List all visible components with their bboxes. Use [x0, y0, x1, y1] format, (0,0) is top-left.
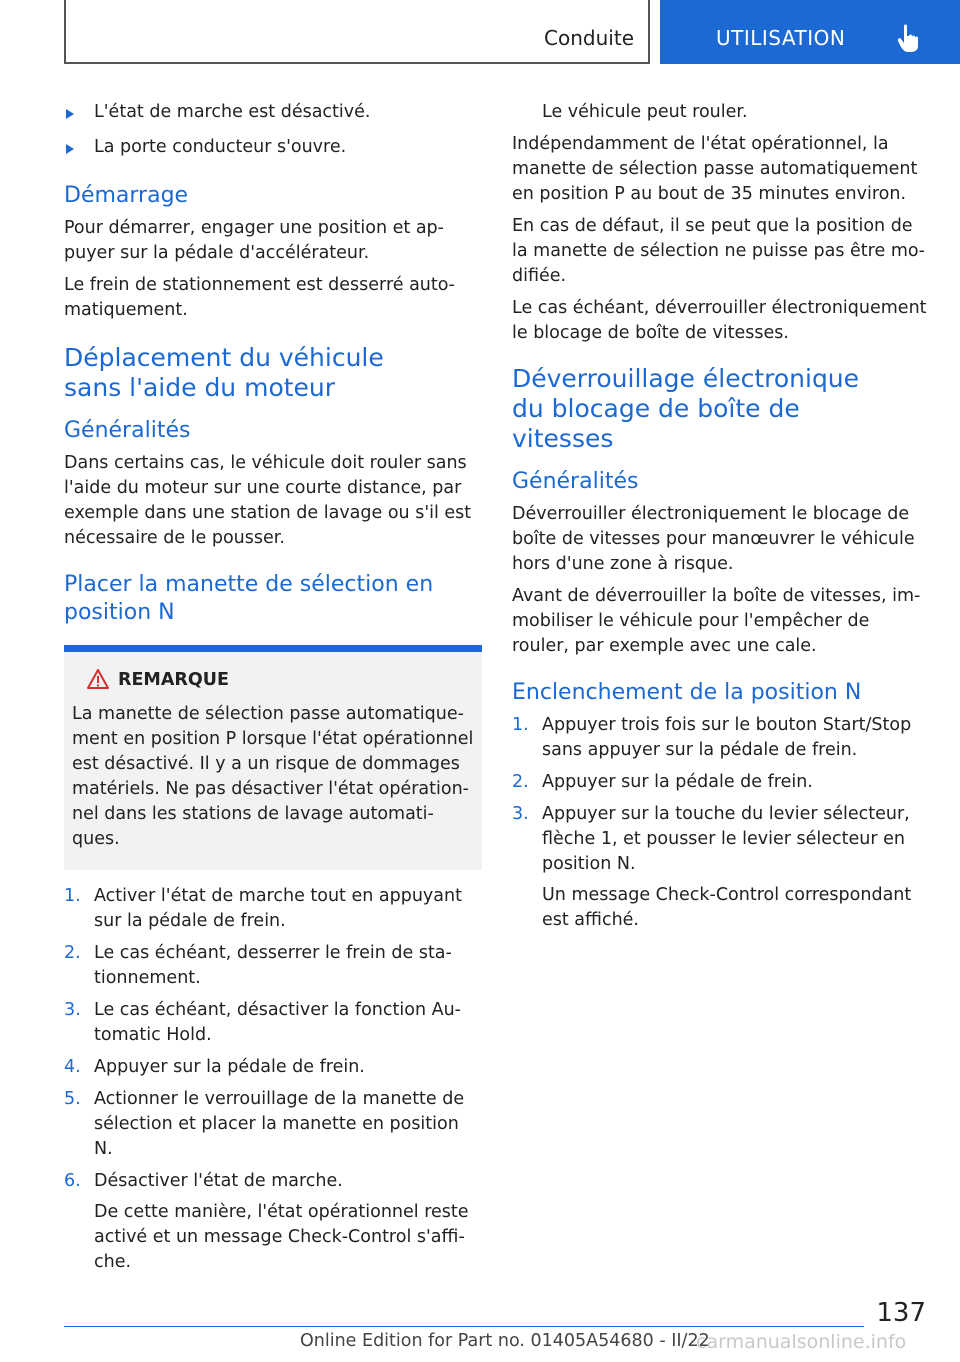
paragraph: Avant de déverrouiller la boîte de vitesses, im‐ mobiliser le véhicule pour l'empêcher de rouler, par exemple avec une cale. — [512, 586, 921, 656]
paragraph: Pour démarrer, engager une position et ap‐ puyer sur la pédale d'accélérateur. — [64, 218, 444, 263]
header-section-box — [64, 0, 650, 64]
list-item: 3. Le cas échéant, désactiver la fonction Au‐ tomatic Hold. — [64, 1000, 461, 1045]
list-item: 3. Appuyer sur la touche du levier sélecteur, flèche 1, et pousser le levier sélecteur en position N. Un message Check-Control correspondant est affiché. — [512, 804, 912, 930]
left-column — [64, 100, 482, 1282]
heading-deverrouillage: Déverrouillage électronique du blocage de boîte de vitesses — [512, 364, 860, 453]
list-item: 5. Actionner le verrouillage de la manette de sélection et placer la manette en position N. — [64, 1089, 465, 1159]
bullet-item: L'état de marche est désactivé. — [64, 100, 482, 125]
warning-note — [64, 645, 482, 870]
heading-enclenchement: Enclenchement de la position N — [512, 680, 862, 705]
header-section-title: Conduite — [544, 26, 634, 50]
note-header — [72, 668, 474, 698]
header-chapter-title: UTILISATION — [716, 26, 846, 50]
list-item: 2. Le cas échéant, desserrer le frein de sta‐ tionnement. — [64, 943, 452, 988]
paragraph: Le véhicule peut rouler. — [542, 102, 748, 122]
triangle-bullet-icon — [66, 109, 74, 119]
steps-list — [64, 884, 482, 1275]
heading-deplacement: Déplacement du véhicule sans l'aide du moteur — [64, 343, 384, 402]
heading-generalites-right: Généralités — [512, 469, 639, 494]
right-column — [512, 100, 930, 940]
footer-edition: Online Edition for Part no. 01405A54680 - II/22 — [300, 1331, 710, 1351]
paragraph: Dans certains cas, le véhicule doit rouler sans l'aide du moteur sur une courte distance, par exemple dans une station de lavage ou s'il est nécessaire de le pousser. — [64, 453, 472, 548]
list-item: 4. Appuyer sur la pédale de frein. — [64, 1057, 365, 1077]
note-title: REMARQUE — [118, 670, 229, 690]
paragraph: Le frein de stationnement est desserré auto‐ matiquement. — [64, 275, 455, 320]
triangle-bullet-icon — [66, 144, 74, 154]
heading-demarrage: Démarrage — [64, 183, 189, 208]
header-chapter-box — [660, 0, 960, 64]
steps-list-right — [512, 713, 930, 933]
note-text: La manette de sélection passe automatique‐ ment en position P lorsque l'état opérationnel est désactivé. Il y a un risque de dommages matériels. Ne pas désactiver l'état opération‐ nel dans les stations de lavage automati‐ ques. — [72, 704, 474, 849]
paragraph: Indépendamment de l'état opérationnel, la manette de sélection passe automatiquement en position P au bout de 35 minutes environ. — [512, 134, 918, 204]
watermark: carmanualsonline.info — [696, 1331, 907, 1353]
bullet-item: La porte conducteur s'ouvre. — [64, 135, 482, 160]
page-number: 137 — [876, 1298, 926, 1328]
list-item: 2. Appuyer sur la pédale de frein. — [512, 772, 813, 792]
heading-placer: Placer la manette de sélection en position N — [64, 572, 434, 625]
list-item: 1. Appuyer trois fois sur le bouton Start/Stop sans appuyer sur la pédale de frein. — [512, 715, 912, 760]
paragraph: Déverrouiller électroniquement le blocage de boîte de vitesses pour manœuvrer le véhicule hors d'une zone à risque. — [512, 504, 915, 574]
paragraph: En cas de défaut, il se peut que la position de la manette de sélection ne puisse pas être mo‐ difiée. — [512, 216, 925, 286]
paragraph: Le cas échéant, déverrouiller électroniquement le blocage de boîte de vitesses. — [512, 298, 927, 343]
list-item: 6. Désactiver l'état de marche. De cette manière, l'état opérationnel reste activé et un message Check-Control s'affi‐ che. — [64, 1171, 469, 1272]
list-item: 1. Activer l'état de marche tout en appuyant sur la pédale de frein. — [64, 886, 462, 931]
warning-triangle-icon — [86, 668, 110, 690]
footer-divider — [64, 1326, 864, 1327]
pointing-hand-icon — [894, 22, 924, 54]
heading-generalites: Généralités — [64, 418, 191, 443]
